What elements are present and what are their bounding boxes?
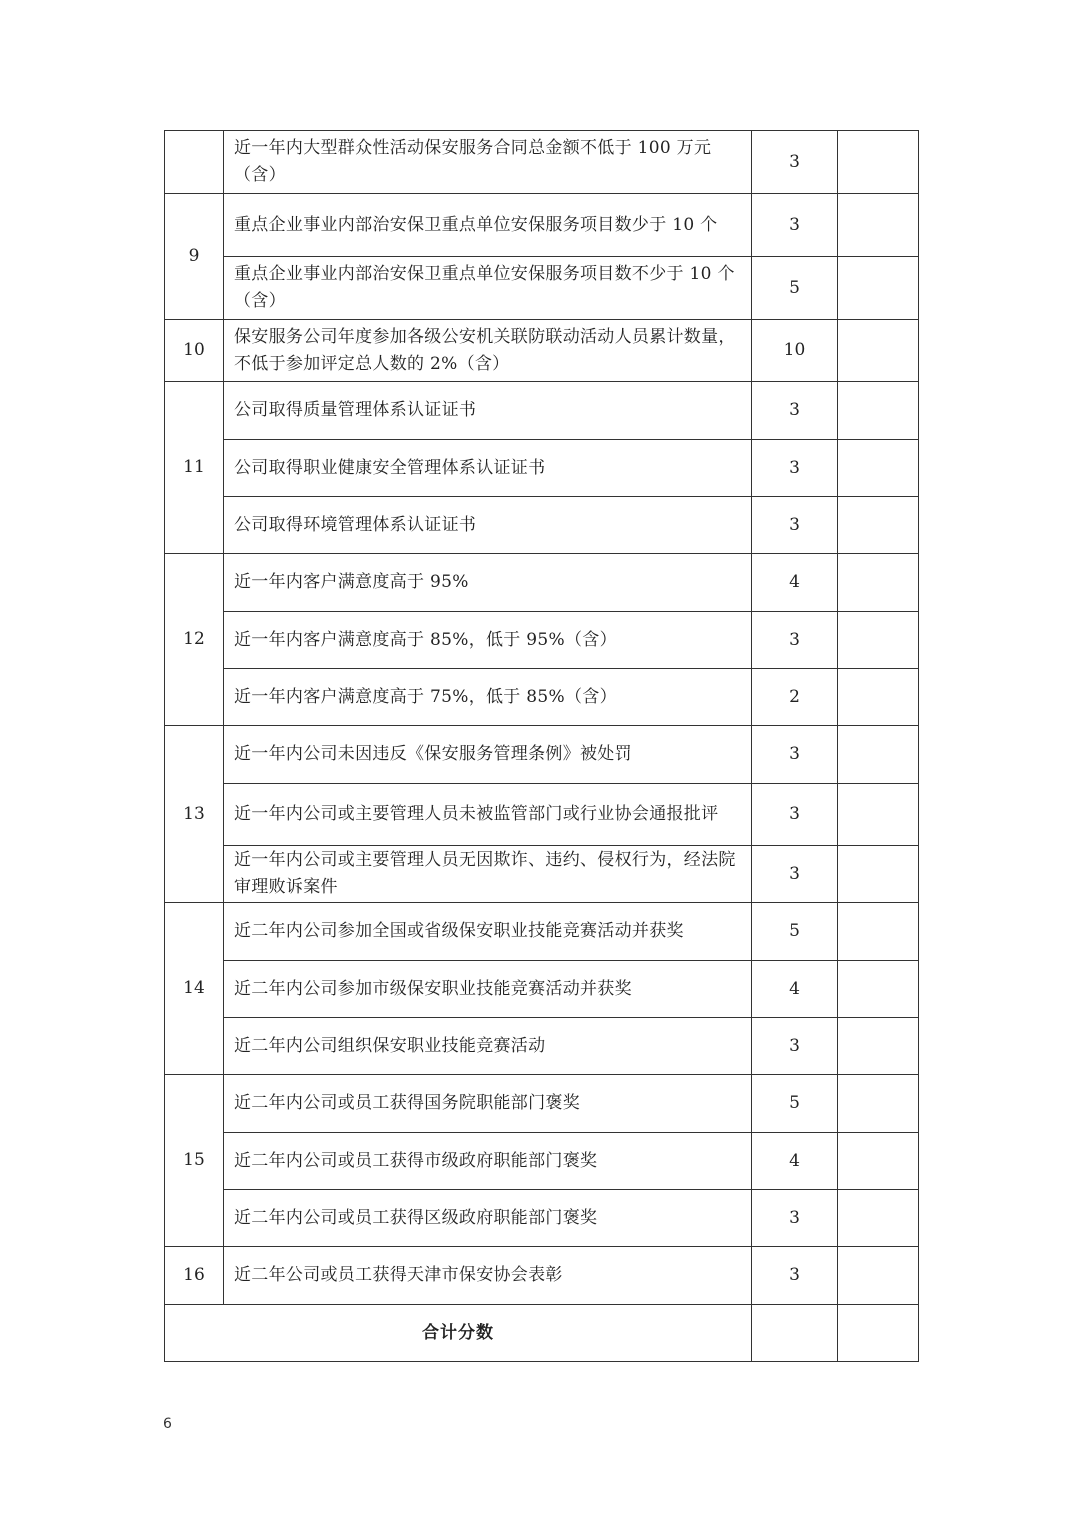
score-cell <box>838 194 919 257</box>
criterion-text: 重点企业事业内部治安保卫重点单位安保服务项目数少于 10 个 <box>224 194 752 257</box>
score-cell <box>838 612 919 669</box>
table-row <box>165 320 919 382</box>
score-cell <box>838 1075 919 1133</box>
table-row <box>165 440 919 497</box>
table-row <box>165 1018 919 1075</box>
criterion-text: 近一年内大型群众性活动保安服务合同总金额不低于 100 万元（含） <box>224 131 752 194</box>
table-row <box>165 257 919 320</box>
item-number: 13 <box>165 726 224 903</box>
table-row <box>165 612 919 669</box>
score-cell <box>838 131 919 194</box>
table-row <box>165 194 919 257</box>
criterion-text: 近一年内客户满意度高于 75%，低于 85%（含） <box>224 669 752 726</box>
total-score-label: 合计分数 <box>165 1305 752 1362</box>
points-value: 3 <box>752 846 838 903</box>
score-cell <box>838 440 919 497</box>
points-value: 3 <box>752 784 838 846</box>
score-cell <box>838 784 919 846</box>
item-number: 9 <box>165 194 224 320</box>
total-points-cell <box>752 1305 838 1362</box>
score-cell <box>838 382 919 440</box>
score-cell <box>838 320 919 382</box>
points-value: 3 <box>752 382 838 440</box>
criterion-text: 近二年内公司或员工获得市级政府职能部门褒奖 <box>224 1133 752 1190</box>
table-row <box>165 961 919 1018</box>
table-row <box>165 1247 919 1305</box>
criterion-text: 近一年内公司未因违反《保安服务管理条例》被处罚 <box>224 726 752 784</box>
table-row <box>165 382 919 440</box>
criterion-text: 近二年内公司参加市级保安职业技能竞赛活动并获奖 <box>224 961 752 1018</box>
score-cell <box>838 669 919 726</box>
criterion-text: 公司取得职业健康安全管理体系认证证书 <box>224 440 752 497</box>
score-cell <box>838 961 919 1018</box>
points-value: 10 <box>752 320 838 382</box>
points-value: 4 <box>752 961 838 1018</box>
score-cell <box>838 903 919 961</box>
total-score-cell <box>838 1305 919 1362</box>
criterion-text: 近一年内客户满意度高于 95% <box>224 554 752 612</box>
score-cell <box>838 497 919 554</box>
table-row <box>165 554 919 612</box>
item-number: 15 <box>165 1075 224 1247</box>
criterion-text: 近一年内公司或主要管理人员无因欺诈、违约、侵权行为，经法院审理败诉案件 <box>224 846 752 903</box>
criterion-text: 近二年内公司组织保安职业技能竞赛活动 <box>224 1018 752 1075</box>
points-value: 3 <box>752 612 838 669</box>
item-number: 14 <box>165 903 224 1075</box>
item-number: 16 <box>165 1247 224 1305</box>
criterion-text: 公司取得环境管理体系认证证书 <box>224 497 752 554</box>
points-value: 4 <box>752 1133 838 1190</box>
criterion-text: 近一年内客户满意度高于 85%，低于 95%（含） <box>224 612 752 669</box>
criterion-text: 近二年内公司或员工获得区级政府职能部门褒奖 <box>224 1190 752 1247</box>
table-row <box>165 1075 919 1133</box>
criterion-text: 近二年公司或员工获得天津市保安协会表彰 <box>224 1247 752 1305</box>
item-number: 11 <box>165 382 224 554</box>
score-cell <box>838 554 919 612</box>
criterion-text: 保安服务公司年度参加各级公安机关联防联动活动人员累计数量，不低于参加评定总人数的 2%（含） <box>224 320 752 382</box>
criterion-text: 公司取得质量管理体系认证证书 <box>224 382 752 440</box>
item-number: 10 <box>165 320 224 382</box>
table-row <box>165 497 919 554</box>
points-value: 3 <box>752 131 838 194</box>
table-row <box>165 903 919 961</box>
points-value: 4 <box>752 554 838 612</box>
points-value: 5 <box>752 903 838 961</box>
score-cell <box>838 1190 919 1247</box>
table-row <box>165 1190 919 1247</box>
points-value: 5 <box>752 1075 838 1133</box>
scoring-table <box>164 130 919 1362</box>
score-cell <box>838 1247 919 1305</box>
score-cell <box>838 726 919 784</box>
score-cell <box>838 1133 919 1190</box>
score-cell <box>838 257 919 320</box>
points-value: 3 <box>752 194 838 257</box>
points-value: 3 <box>752 726 838 784</box>
points-value: 3 <box>752 1247 838 1305</box>
page-number: 6 <box>163 1416 172 1432</box>
total-row <box>165 1305 919 1362</box>
table-row <box>165 669 919 726</box>
table-row <box>165 784 919 846</box>
table-row <box>165 131 919 194</box>
points-value: 3 <box>752 497 838 554</box>
table-row <box>165 1133 919 1190</box>
score-cell <box>838 846 919 903</box>
criterion-text: 近二年内公司或员工获得国务院职能部门褒奖 <box>224 1075 752 1133</box>
points-value: 2 <box>752 669 838 726</box>
points-value: 3 <box>752 440 838 497</box>
item-number <box>165 131 224 194</box>
criterion-text: 近一年内公司或主要管理人员未被监管部门或行业协会通报批评 <box>224 784 752 846</box>
criterion-text: 近二年内公司参加全国或省级保安职业技能竞赛活动并获奖 <box>224 903 752 961</box>
item-number: 12 <box>165 554 224 726</box>
table-row <box>165 846 919 903</box>
points-value: 5 <box>752 257 838 320</box>
score-cell <box>838 1018 919 1075</box>
table-row <box>165 726 919 784</box>
points-value: 3 <box>752 1018 838 1075</box>
criterion-text: 重点企业事业内部治安保卫重点单位安保服务项目数不少于 10 个（含） <box>224 257 752 320</box>
points-value: 3 <box>752 1190 838 1247</box>
